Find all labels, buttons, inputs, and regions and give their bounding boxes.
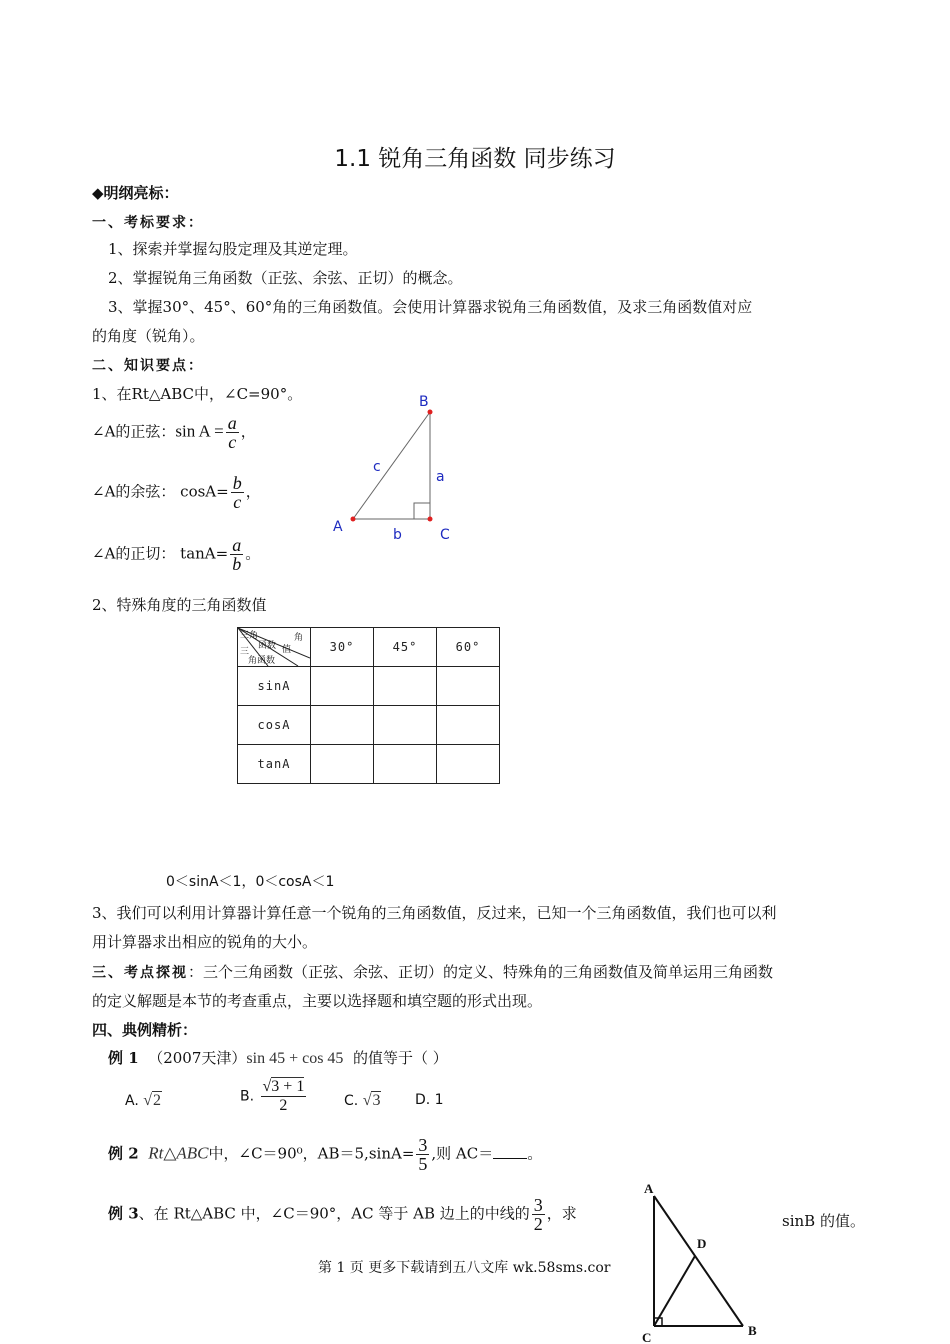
- option-c: C. √3: [344, 1092, 381, 1109]
- fig-vertex-a: A: [644, 1181, 654, 1196]
- fig-vertex-c: C: [642, 1330, 652, 1344]
- fig-vertex-b: B: [748, 1323, 757, 1338]
- knowledge-point-3-cont: 用计算器求出相应的锐角的大小。: [92, 933, 318, 951]
- right-triangle-figure: [320, 388, 470, 548]
- section1-item: 的角度（锐角）。: [92, 327, 205, 345]
- table-cell: [437, 745, 500, 784]
- table-cell: [311, 745, 374, 784]
- table-cell: [374, 745, 437, 784]
- section3-cont: 的定义解题是本节的考查重点，主要以选择题和填空题的形式出现。: [92, 992, 543, 1010]
- table-cell: [374, 706, 437, 745]
- table-col-header: 30°: [311, 628, 374, 667]
- table-cell: [374, 667, 437, 706]
- range-statement: 0＜sinA＜1，0＜cosA＜1: [166, 874, 335, 890]
- vertex-a-label: A: [333, 519, 343, 535]
- knowledge-point-1: 1、在Rt△ABC中，∠C=90°。: [92, 385, 303, 403]
- vertex-c-label: C: [440, 527, 450, 543]
- table-cell: [437, 706, 500, 745]
- side-a-label: a: [436, 469, 445, 485]
- table-row-header: cosA: [238, 706, 311, 745]
- section3: 三、考点探视：三个三角函数（正弦、余弦、正切）的定义、特殊角的三角函数值及简单运用三角函数: [92, 963, 774, 981]
- table-corner-cell: 三角 角 函数 值 三 角函数: [238, 628, 311, 667]
- table-cell: [311, 706, 374, 745]
- knowledge-point-2: 2、特殊角度的三角函数值: [92, 596, 267, 614]
- side-c-label: c: [373, 459, 381, 475]
- table-row-header: sinA: [238, 667, 311, 706]
- table-col-header: 60°: [437, 628, 500, 667]
- option-a: A. √2: [125, 1092, 162, 1109]
- side-b-label: b: [393, 527, 402, 543]
- section1-heading: 一、考标要求：: [92, 215, 204, 231]
- example-3: 例 3、在 Rt△ABC 中，∠C＝90°，AC 等于 AB 边上的中线的 $\frac{3}{2}$ ，求: [108, 1195, 577, 1234]
- sine-definition: ∠A的正弦：sin A = $\frac{a}{c}$ ，: [92, 413, 256, 452]
- table-cell: [437, 667, 500, 706]
- section1-item: 3、掌握30°、45°、60°角的三角函数值。会使用计算器求锐角三角函数值，及求三角函数值对应: [108, 298, 753, 316]
- tangent-definition: ∠A的正切： tanA= $\frac{a}{b}$ 。: [92, 535, 261, 574]
- fig-vertex-d: D: [697, 1236, 707, 1251]
- cosine-definition: ∠A的余弦： cosA= $\frac{b}{c}$ ，: [92, 473, 261, 512]
- example-1: 例 1 （2007天津）sin 45 + cos 45 的值等于（ ）: [108, 1049, 448, 1067]
- example3-figure: [636, 1178, 766, 1344]
- outline-heading: ◆明纲亮标：: [92, 184, 179, 202]
- example-2: 例 2 Rt△ABC中，∠C＝90⁰，AB＝5,sinA= $\frac{3}{5}$ ,则 AC＝ 。: [108, 1135, 543, 1174]
- section3-heading: 三、考点探视: [92, 965, 188, 981]
- section1-item: 2、掌握锐角三角函数（正弦、余弦、正切）的概念。: [108, 269, 463, 287]
- section4-heading: 四、典例精析：: [92, 1021, 198, 1039]
- table-row-header: tanA: [238, 745, 311, 784]
- table-cell: [311, 667, 374, 706]
- example-3-tail: sinB 的值。: [782, 1212, 865, 1230]
- knowledge-point-3: 3、我们可以利用计算器计算任意一个锐角的三角函数值，反过来，已知一个三角函数值，我们也可以利: [92, 904, 777, 922]
- table-col-header: 45°: [374, 628, 437, 667]
- option-d: D. 1: [415, 1092, 444, 1108]
- section2-heading: 二、知识要点：: [92, 358, 204, 374]
- page-footer: 第 1 页 更多下载请到五八文库 wk.58sms.cor: [318, 1260, 611, 1276]
- section1-item: 1、探索并掌握勾股定理及其逆定理。: [108, 240, 358, 258]
- page-title: 1.1 锐角三角函数 同步练习: [334, 146, 616, 172]
- special-angle-table: [237, 627, 500, 784]
- answer-blank: [493, 1144, 527, 1159]
- option-b: B. $\frac{√3 + 1}{2}$: [240, 1078, 305, 1114]
- vertex-b-label: B: [419, 394, 429, 410]
